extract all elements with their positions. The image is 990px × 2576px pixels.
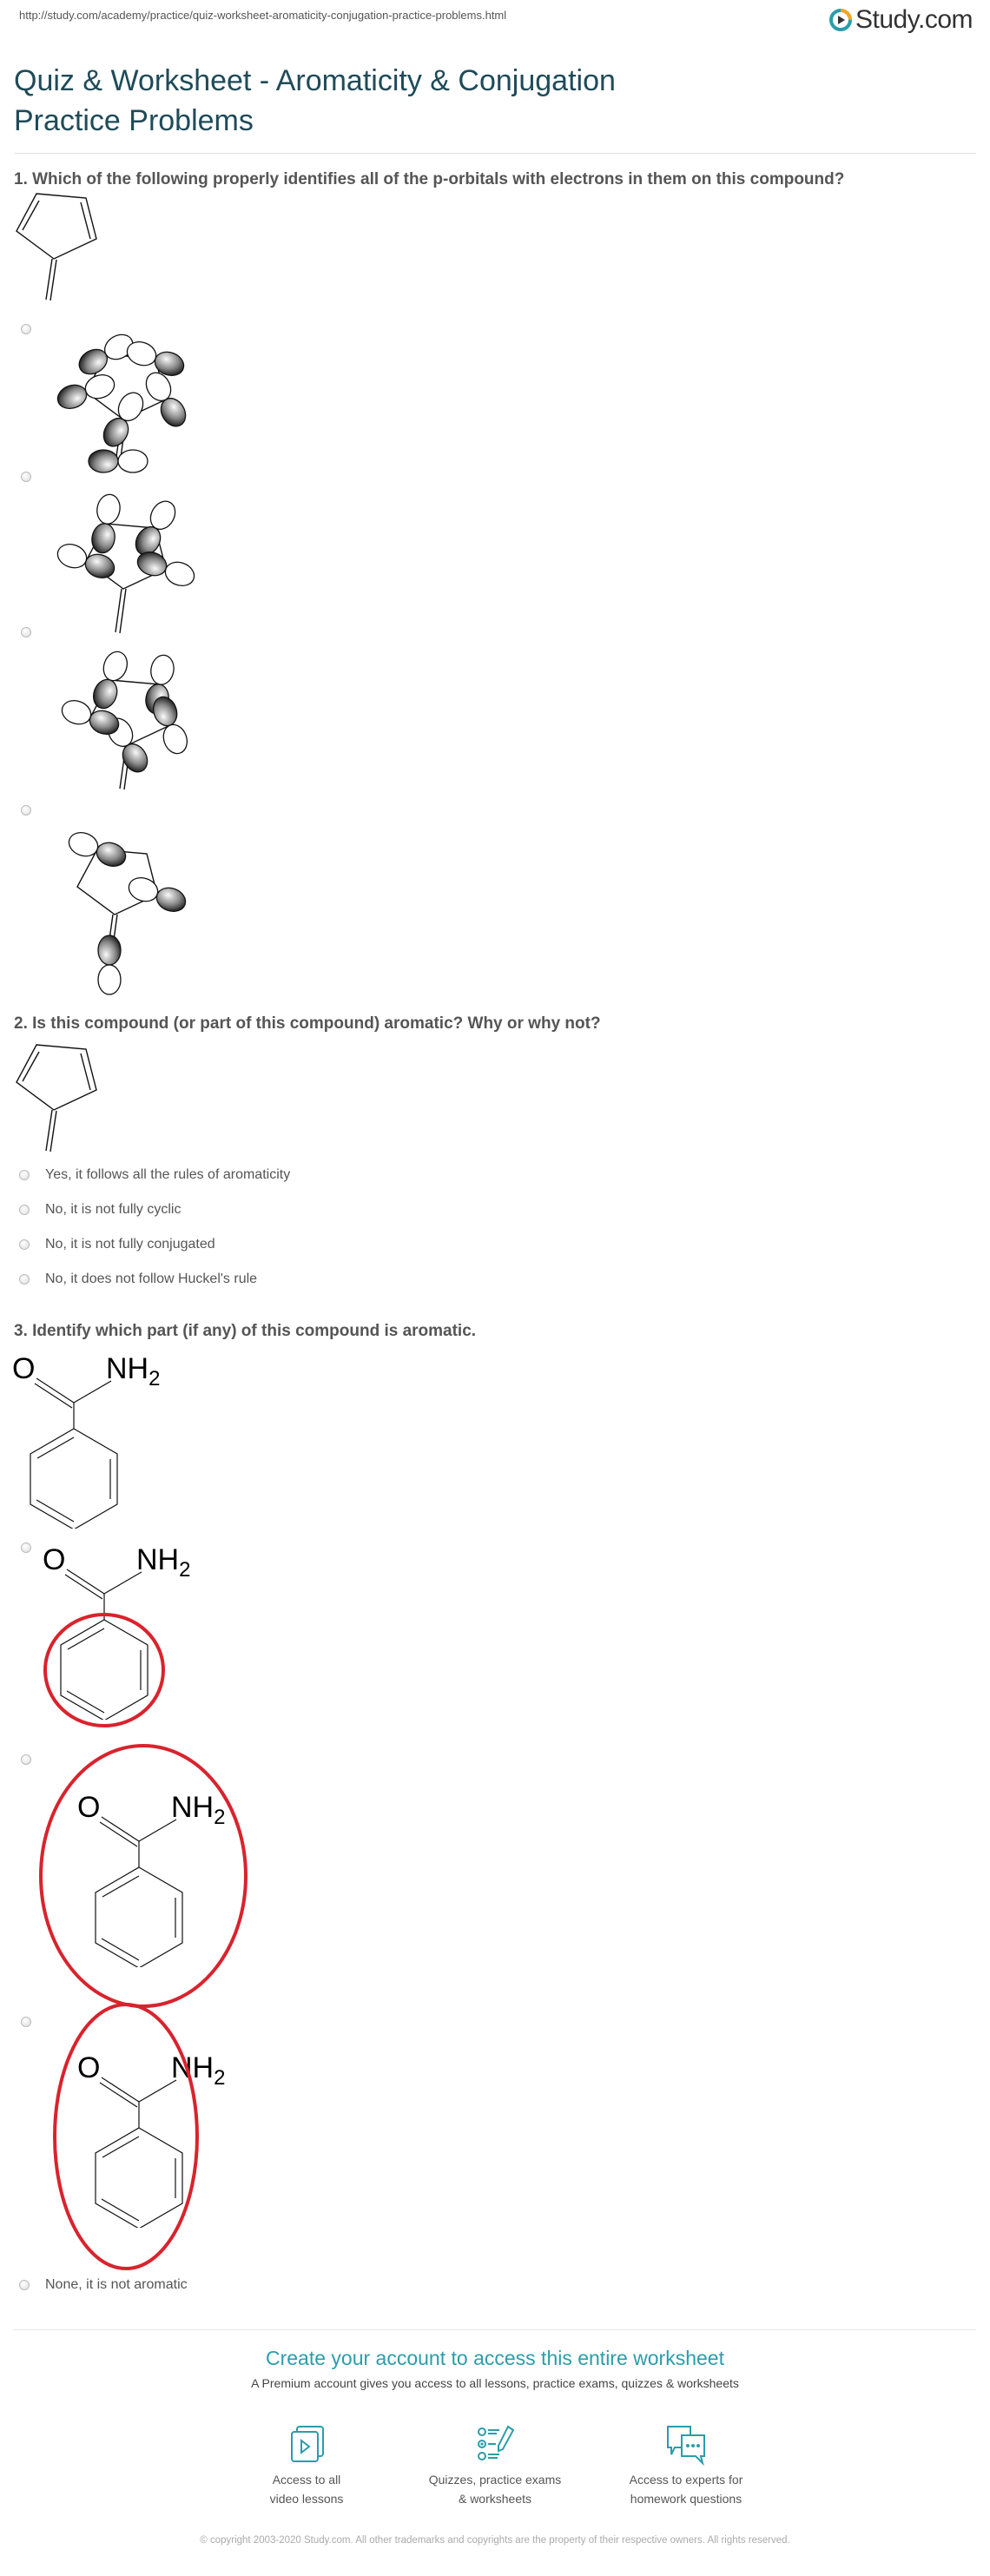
question-2-option[interactable] [19, 1167, 290, 1183]
question-1-option-2-orbital-image [35, 465, 208, 612]
feature-label: Access to all [272, 2473, 341, 2487]
question-3-option-2-radio[interactable] [21, 1754, 31, 1765]
page-title: Quiz & Worksheet - Aromaticity & Conjugation Practice Problems [14, 64, 616, 137]
question-3-option-1-radio[interactable] [21, 1542, 31, 1553]
logo-text: Study.com [855, 5, 973, 34]
option-label: No, it is not fully conjugated [45, 1237, 215, 1252]
question-3-option[interactable] [19, 2277, 188, 2293]
question-1-molecule [0, 187, 113, 304]
question-3-option-3-image [74, 2041, 248, 2236]
feature-experts [599, 2423, 773, 2508]
option-label: Yes, it follows all the rules of aromaticity [45, 1167, 291, 1182]
question-2-text: 2. Is this compound (or part of this compound) aromatic? Why or why not? [14, 1014, 601, 1033]
question-1-option-1-radio[interactable] [21, 324, 31, 334]
feature-label: video lessons [269, 2492, 344, 2506]
amine-label: $NH_2$ [136, 1543, 191, 1582]
divider [14, 2329, 976, 2330]
question-1-option-4-radio[interactable] [21, 805, 31, 816]
radio-button[interactable] [19, 1239, 30, 1250]
feature-label: Access to experts for [629, 2473, 743, 2487]
option-label: None, it is not aromatic [45, 2277, 188, 2292]
question-2-option[interactable] [19, 1202, 181, 1218]
radio-button[interactable] [19, 1205, 30, 1215]
premium-subtext: A Premium account gives you access to all lessons, practice exams, quizzes & worksheets [251, 2376, 739, 2390]
question-2-option[interactable] [19, 1271, 257, 1287]
oxygen-label: O [77, 2051, 101, 2084]
logo-play-icon [829, 9, 852, 31]
divider [14, 153, 976, 154]
question-2-option[interactable] [19, 1237, 215, 1252]
study-logo[interactable] [829, 5, 973, 35]
oxygen-label: O [77, 1791, 101, 1824]
question-1-text: 1. Which of the following properly identifies all of the p-orbitals with electrons in them on this compound? [14, 170, 845, 188]
feature-label: & worksheets [458, 2492, 532, 2506]
copyright-text: © copyright 2003-2020 Study.com. All other trademarks and copyrights are the property of their respective owners. All rights reserved. [200, 2535, 790, 2546]
page-url: http://study.com/academy/practice/quiz-worksheet-aromaticity-conjugation-practice-problems.html [19, 9, 507, 22]
radio-button[interactable] [19, 1170, 30, 1180]
question-3-molecule [9, 1342, 182, 1537]
question-3-text: 3. Identify which part (if any) of this compound is aromatic. [14, 1322, 477, 1340]
radio-button[interactable] [19, 2280, 30, 2290]
option-label: No, it is not fully cyclic [45, 1202, 182, 1217]
question-3-option-3-radio[interactable] [21, 2017, 31, 2027]
amine-label: $NH_2$ [171, 2051, 226, 2090]
question-1-option-3-orbital-image [35, 621, 217, 782]
feature-label: homework questions [630, 2492, 742, 2506]
question-1-option-2-radio[interactable] [21, 472, 31, 482]
amine-label: $NH_2$ [106, 1352, 161, 1390]
question-1-option-3-radio[interactable] [21, 627, 31, 637]
radio-button[interactable] [19, 1274, 30, 1285]
question-1-option-4-orbital-image [35, 799, 208, 986]
question-1-option-1-orbital-image [35, 313, 191, 452]
feature-video-lessons [220, 2423, 393, 2508]
feature-label: Quizzes, practice exams [428, 2473, 562, 2487]
oxygen-label: O [12, 1352, 36, 1385]
question-3-option-2-image [74, 1780, 248, 1976]
question-3-option-1-image [39, 1533, 213, 1728]
question-2-molecule [0, 1038, 113, 1155]
feature-quizzes [408, 2423, 582, 2508]
option-label: No, it does not follow Huckel's rule [45, 1271, 258, 1286]
create-account-link[interactable]: Create your account to access this entire worksheet [266, 2347, 724, 2369]
quiz-checklist-icon [473, 2423, 517, 2465]
oxygen-label: O [43, 1543, 66, 1576]
video-lessons-icon [285, 2423, 328, 2465]
chat-experts-icon [664, 2423, 708, 2465]
amine-label: $NH_2$ [171, 1791, 226, 1829]
